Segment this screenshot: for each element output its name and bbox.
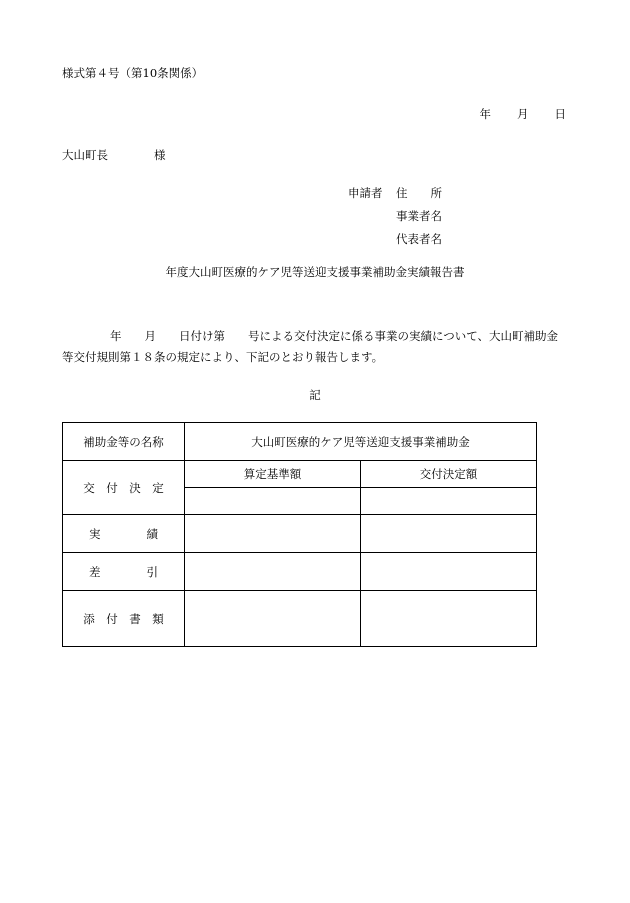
col-base-header: 算定基準額 xyxy=(185,461,361,488)
date-year: 年 xyxy=(479,107,491,121)
difference-label: 差 引 xyxy=(63,553,185,591)
date-line xyxy=(480,107,567,121)
decision-decided-cell xyxy=(361,488,537,515)
table-row xyxy=(63,553,537,591)
applicant-business-row xyxy=(348,209,442,232)
decision-base-cell xyxy=(185,488,361,515)
body-text: 年 月 日付け第 号による交付決定に係る事業の実績について、大山町補助金等交付規則第１８条の規定により、下記のとおり報告します。 xyxy=(62,329,559,364)
ki-heading: 記 xyxy=(309,388,321,402)
table-row xyxy=(63,515,537,553)
result-label: 実 績 xyxy=(63,515,185,553)
applicant-business-label: 事業者名 xyxy=(396,209,442,223)
difference-decided-cell xyxy=(361,553,537,591)
applicant-address-row xyxy=(348,186,442,209)
attachments-base-cell xyxy=(185,591,361,647)
applicant-block xyxy=(348,186,442,255)
addressee-name: 大山町長 xyxy=(62,148,108,162)
applicant-representative-row xyxy=(348,232,442,255)
applicant-label: 申請者 xyxy=(348,186,383,200)
table-row xyxy=(63,591,537,647)
attachments-label: 添 付 書 類 xyxy=(63,591,185,647)
addressee-honorific: 様 xyxy=(154,148,166,162)
document-title: 年度大山町医療的ケア児等送迎支援事業補助金実績報告書 xyxy=(165,265,465,279)
decision-label: 交 付 決 定 xyxy=(63,461,185,515)
result-decided-cell xyxy=(361,515,537,553)
applicant-address-label: 住 所 xyxy=(396,186,442,200)
body-paragraph xyxy=(62,326,568,368)
addressee xyxy=(62,148,166,162)
subsidy-name-value: 大山町医療的ケア児等送迎支援事業補助金 xyxy=(185,423,537,461)
subsidy-name-label: 補助金等の名称 xyxy=(63,423,185,461)
table-row xyxy=(63,423,537,461)
attachments-decided-cell xyxy=(361,591,537,647)
date-day: 日 xyxy=(554,107,566,121)
applicant-representative-label: 代表者名 xyxy=(396,232,442,246)
difference-base-cell xyxy=(185,553,361,591)
col-decided-header: 交付決定額 xyxy=(361,461,537,488)
report-table xyxy=(62,422,537,647)
table-row xyxy=(63,461,537,488)
form-number: 様式第４号（第10条関係） xyxy=(62,66,204,80)
date-month: 月 xyxy=(517,107,529,121)
result-base-cell xyxy=(185,515,361,553)
